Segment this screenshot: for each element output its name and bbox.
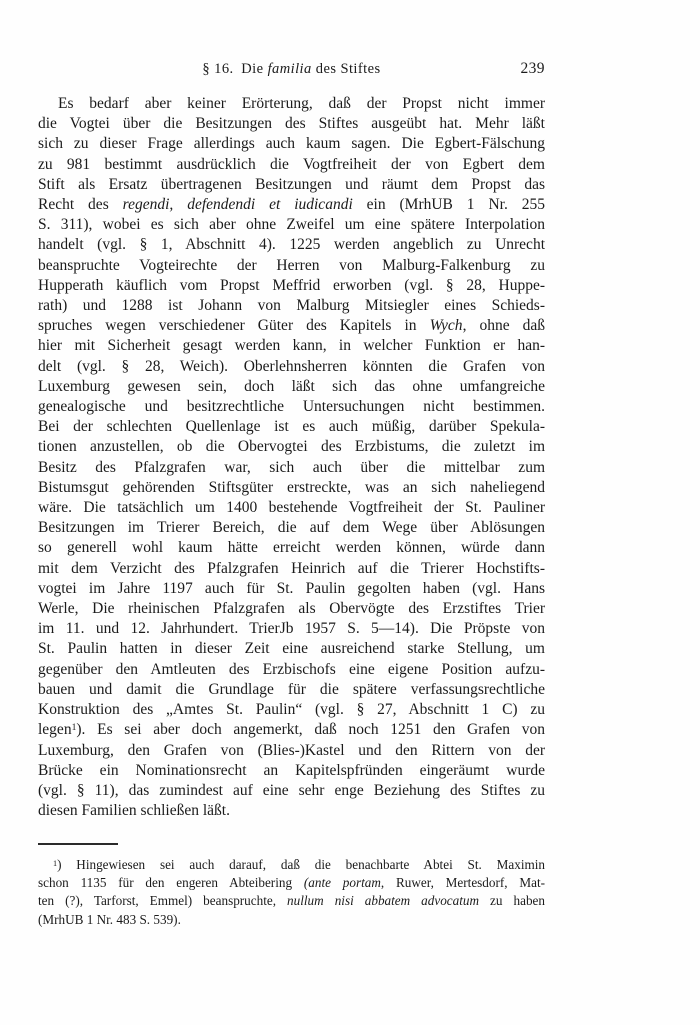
text-line: [38, 336, 545, 356]
text-run: spruches wegen verschiedener Güter des Kapitels in: [38, 317, 430, 335]
text-line: [38, 276, 545, 296]
text-line: [38, 215, 545, 235]
text-line: [38, 599, 545, 619]
text-line: [38, 417, 545, 437]
text-line: [38, 761, 545, 781]
text-line: [38, 720, 545, 740]
text-run: (MrhUB 1 Nr. 483 S. 539).: [38, 911, 181, 927]
text-run: ) Hingewiesen sei auch darauf, daß die benachbarte Abtei St. Maximin: [57, 857, 545, 872]
page-number: 239: [520, 60, 545, 77]
text-run: beanspruchte Vogteirechte der Herren von Malburg-Falkenburg zu: [38, 256, 545, 274]
italic-text-run: familia: [267, 61, 312, 77]
footnote-marker: 1: [71, 722, 77, 734]
text-run: Luxemburg, den Grafen von (Blies-)Kastel und den Rittern von der: [38, 741, 545, 759]
body-text: [38, 94, 545, 821]
text-run: zu 981 bestimmt ausdrücklich die Vogtfreiheit der von Egbert dem: [38, 155, 545, 173]
text-run: Bistumsgut gehörenden Stiftsgüter erstreckte, was an sich naheliegend: [38, 478, 545, 496]
text-run: so generell wohl kaum hätte erreicht werden können, würde dann: [38, 539, 545, 557]
text-line: [38, 437, 545, 457]
text-line: [38, 874, 545, 892]
text-run: schon 1135 für den engeren Abteibering: [38, 875, 304, 891]
heading-text-run: des Stiftes: [311, 61, 381, 77]
text-line: [38, 296, 545, 316]
text-run: Stift als Ersatz übertragenen Besitzungen und räumt dem Propst das: [38, 175, 545, 193]
text-run: zu haben: [479, 893, 545, 909]
text-run: bauen und damit die Grundlage für die spätere verfassungsrechtliche: [38, 680, 545, 698]
text-run: genealogische und besitzrechtliche Untersuchungen nicht bestimmen.: [38, 398, 545, 416]
text-run: S. 311), wobei es sich aber ohne Zweifel um eine spätere Interpolation: [38, 216, 545, 234]
text-run: , ohne daß: [462, 317, 545, 335]
text-run: legen: [38, 721, 72, 739]
text-line: [38, 559, 545, 579]
text-run: Besitzungen im Trierer Bereich, die auf dem Wege über Ablösungen: [38, 519, 545, 537]
text-run: handelt (vgl. § 1, Abschnitt 4). 1225 werden angeblich zu Unrecht: [38, 236, 545, 254]
text-line: [38, 195, 545, 215]
text-run: St. Paulin hatten in dieser Zeit eine ausreichend starke Stellung, um: [38, 640, 545, 658]
text-run: diesen Familien schließen läßt.: [38, 802, 230, 820]
text-run: rath) und 1288 ist Johann von Malburg Mitsiegler eines Schieds-: [38, 297, 545, 315]
text-line: [38, 518, 545, 538]
text-line: [38, 478, 545, 498]
text-run: ein (MrhUB 1 Nr. 255: [352, 196, 545, 214]
footnote-marker: 1: [53, 858, 58, 868]
text-line: [38, 892, 545, 910]
text-line: [38, 741, 545, 761]
text-run: wäre. Die tatsächlich um 1400 bestehende Vogtfreiheit der St. Pauliner: [38, 499, 545, 517]
italic-text-run: nullum nisi abbatem advocatum: [287, 893, 480, 909]
text-run: Recht des: [38, 196, 123, 214]
text-line: [38, 357, 545, 377]
text-line: [38, 235, 545, 255]
text-run: sich zu dieser Frage allerdings auch kaum sagen. Die Egbert-Fälschung: [38, 135, 545, 153]
text-run: gegenüber den Amtleuten des Erzbischofs eine eigene Position aufzu-: [38, 660, 545, 678]
text-line: [38, 175, 545, 195]
text-run: vogtei im Jahre 1197 auch für St. Paulin gegolten haben (vgl. Hans: [38, 579, 545, 597]
text-line: [38, 498, 545, 518]
text-line: [38, 856, 545, 874]
text-line: [38, 619, 545, 639]
text-run: tionen anzustellen, ob die Obervogtei des Erzbistums, die zuletzt im: [38, 438, 545, 456]
text-run: mit dem Verzicht des Pfalzgrafen Heinrich auf die Trierer Hochstifts-: [38, 559, 545, 577]
heading-text-run: § 16. Die: [202, 61, 268, 77]
text-line: [38, 579, 545, 599]
text-run: im 11. und 12. Jahrhundert. TrierJb 1957 S. 5—14). Die Pröpste von: [38, 620, 545, 638]
page-header: [38, 61, 545, 81]
text-line: [38, 114, 545, 134]
text-run: Es bedarf aber keiner Erörterung, daß der Propst nicht immer: [58, 95, 545, 112]
text-line: [38, 256, 545, 276]
text-run: delt (vgl. § 28, Weich). Oberlehnsherren könnten die Grafen von: [38, 357, 545, 375]
text-line: [38, 781, 545, 801]
text-run: Werle, Die rheinischen Pfalzgrafen als Obervögte des Erzstiftes Trier: [38, 600, 545, 618]
text-run: Besitz des Pfalzgrafen war, sich auch über die mittelbar zum: [38, 458, 545, 476]
footnote: [38, 856, 545, 929]
text-line: [38, 680, 545, 700]
text-run: Hupperath käuflich vom Propst Meffrid erworben (vgl. § 28, Huppe-: [38, 276, 545, 294]
text-line: [38, 458, 545, 478]
text-run: Luxemburg gewesen sein, doch läßt sich das ohne umfangreiche: [38, 377, 545, 395]
text-run: , Ruwer, Mertesdorf, Mat-: [380, 875, 545, 891]
text-line: [38, 700, 545, 720]
text-line: [38, 660, 545, 680]
text-run: Bei der schlechten Quellenlage ist es auch müßig, darüber Spekula-: [38, 418, 545, 436]
italic-text-run: Wych: [429, 317, 463, 335]
italic-text-run: regendi, defendendi et iudicandi: [122, 196, 353, 214]
text-line: [38, 134, 545, 154]
text-run: Konstruktion des „Amtes St. Paulin“ (vgl. § 27, Abschnitt 1 C) zu: [38, 701, 545, 719]
text-run: ). Es sei aber doch angemerkt, daß noch 1251 den Grafen von: [76, 721, 545, 739]
footnote-separator: [38, 843, 118, 845]
text-line: [38, 639, 545, 659]
text-run: Brücke ein Nominationsrecht an Kapitelspfründen eingeräumt wurde: [38, 761, 545, 779]
text-line: [38, 377, 545, 397]
text-run: hier mit Sicherheit gesagt werden kann, in welcher Funktion er han-: [38, 337, 545, 355]
text-line: [38, 316, 545, 336]
text-run: (vgl. § 11), das zumindest auf eine sehr enge Beziehung des Stiftes zu: [38, 781, 545, 799]
text-run: die Vogtei über die Besitzungen des Stiftes ausgeübt hat. Mehr läßt: [38, 115, 545, 133]
text-line: [38, 397, 545, 417]
text-run: ten (?), Tarforst, Emmel) beanspruchte,: [38, 893, 288, 909]
section-heading: [38, 61, 545, 78]
text-line: [38, 538, 545, 558]
text-line: [38, 155, 545, 175]
italic-text-run: (ante portam: [303, 875, 381, 891]
text-line: [38, 801, 545, 821]
text-line: [38, 911, 545, 929]
text-line: [38, 94, 545, 114]
